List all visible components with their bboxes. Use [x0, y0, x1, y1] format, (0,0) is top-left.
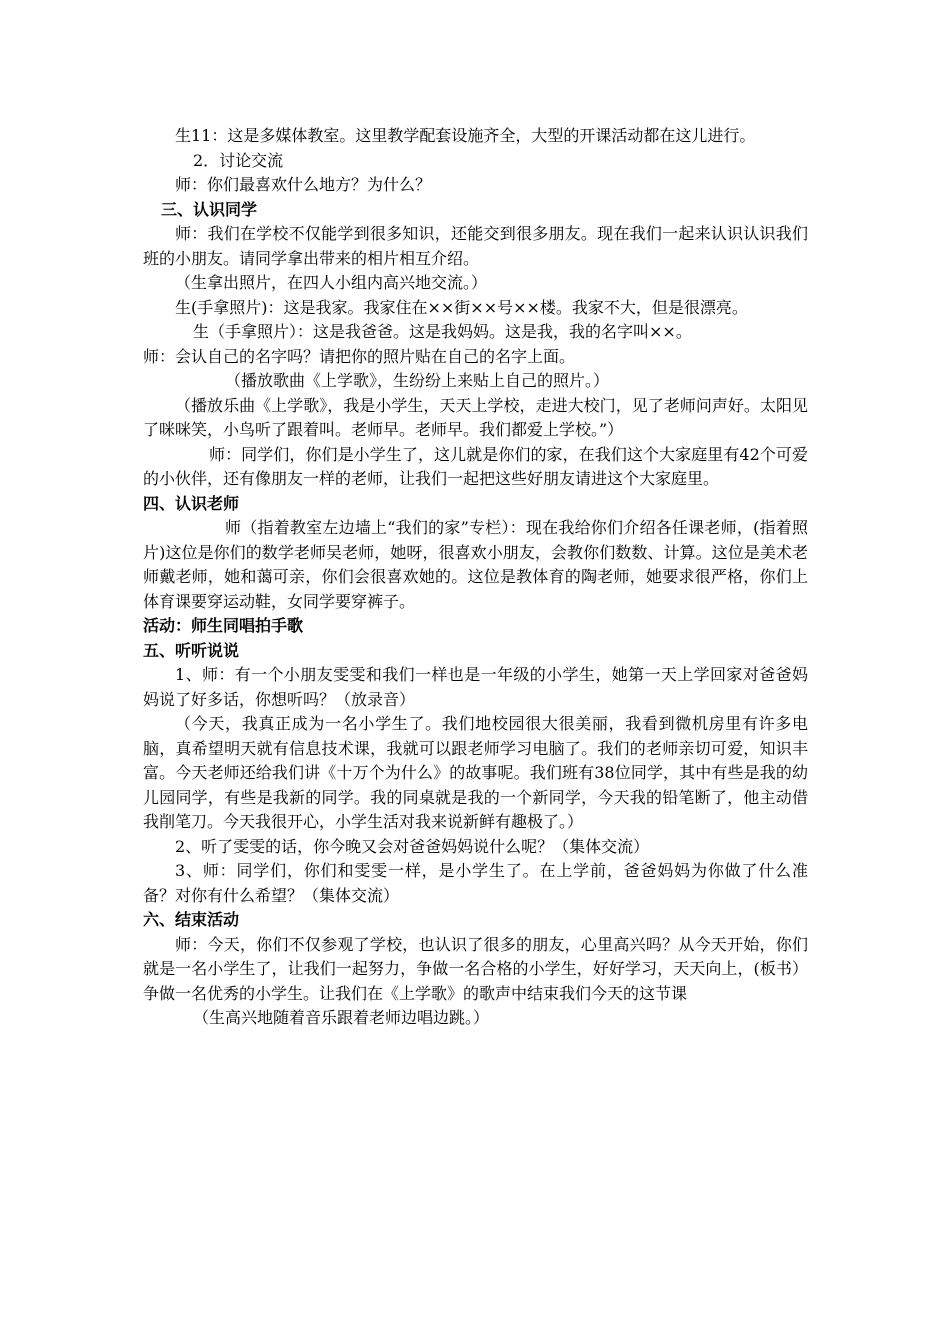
paragraph: 生11：这是多媒体教室。这里教学配套设施齐全，大型的开课活动都在这儿进行。: [175, 126, 756, 145]
section-heading: 六、结束活动: [143, 910, 240, 929]
paragraph: 生（手拿照片）：这是我爸爸。这是我妈妈。这是我，我的名字叫××。: [193, 322, 692, 341]
document-page: [143, 124, 808, 1031]
paragraph: （生拿出照片，在四人小组内高兴地交流。）: [175, 273, 488, 292]
activity-heading: 活动：师生同唱拍手歌: [143, 616, 304, 635]
paragraph: 师：同学们，你们是小学生了，这儿就是你们的家，在我们这个大家庭里有42个可爱的小伙伴，还有像朋友一样的老师，让我们一起把这些好朋友请进这个大家庭里。: [143, 444, 808, 488]
section-heading: 四、认识老师: [143, 493, 240, 513]
paragraph: 2．讨论交流: [193, 150, 284, 170]
paragraph: 生(手拿照片)：这是我家。我家住在××街××号××楼。我家不大，但是很漂亮。: [175, 297, 748, 317]
paragraph: 3、师：同学们，你们和雯雯一样，是小学生了。在上学前，爸爸妈妈为你做了什么准备？对你有什么希望？（集体交流）: [143, 861, 808, 905]
paragraph: （生高兴地随着音乐跟着老师边唱边跳。）: [193, 1008, 490, 1027]
section-heading: 三、认识同学: [161, 199, 258, 219]
paragraph: （播放歌曲《上学歌》，生纷纷上来贴上自己的照片。）: [225, 371, 610, 390]
paragraph: （播放乐曲《上学歌》，我是小学生，天天上学校，走进大校门，见了老师问声好。太阳见了咪咪笑，小鸟听了跟着叫。老师早。老师早。我们都爱上学校。”）: [143, 395, 808, 439]
paragraph: 1、师：有一个小朋友雯雯和我们一样也是一年级的小学生，她第一天上学回家对爸爸妈妈说了好多话，你想听吗？（放录音）: [143, 665, 808, 709]
paragraph: 师：今天，你们不仅参观了学校，也认识了很多的朋友，心里高兴吗？从今天开始，你们就是一名小学生了，让我们一起努力，争做一名合格的小学生，好好学习，天天向上，(板书）争做一名优秀的小学生。让我们在《上学歌》的歌声中结束我们今天的这节课: [143, 934, 808, 1003]
paragraph: 师：你们最喜欢什么地方？为什么？: [175, 175, 432, 194]
paragraph: 2、听了雯雯的话，你今晚又会对爸爸妈妈说什么呢？（集体交流）: [175, 836, 650, 856]
paragraph: （今天，我真正成为一名小学生了。我们地校园很大很美丽，我看到微机房里有许多电脑，真希望明天就有信息技术课，我就可以跟老师学习电脑了。我们的老师亲切可爱，知识丰富。今天老师还给我们讲《十万个为什么》的故事呢。我们班有38位同学，其中有些是我的幼儿园同学，有些是我新的同学。我的同桌就是我的一个新同学，今天我的铅笔断了，他主动借我削笔刀。今天我很开心，小学生活对我来说新鲜有趣极了。）: [143, 714, 808, 831]
paragraph: 师：我们在学校不仅能学到很多知识，还能交到很多朋友。现在我们一起来认识认识我们班的小朋友。请同学拿出带来的相片相互介绍。: [143, 224, 808, 268]
paragraph: 师：会认自己的名字吗？请把你的照片贴在自己的名字上面。: [143, 346, 576, 366]
paragraph: 师（指着教室左边墙上“我们的家”专栏）：现在我给你们介绍各任课老师，(指着照片)这位是你们的数学老师吴老师，她呀，很喜欢小朋友，会教你们数数、计算。这位是美术老师戴老师，她和蔼可亲，你们会很喜欢她的。这位是教体育的陶老师，她要求很严格，你们上体育课要穿运动鞋，女同学要穿裤子。: [143, 518, 808, 611]
section-heading: 五、听听说说: [143, 640, 240, 660]
